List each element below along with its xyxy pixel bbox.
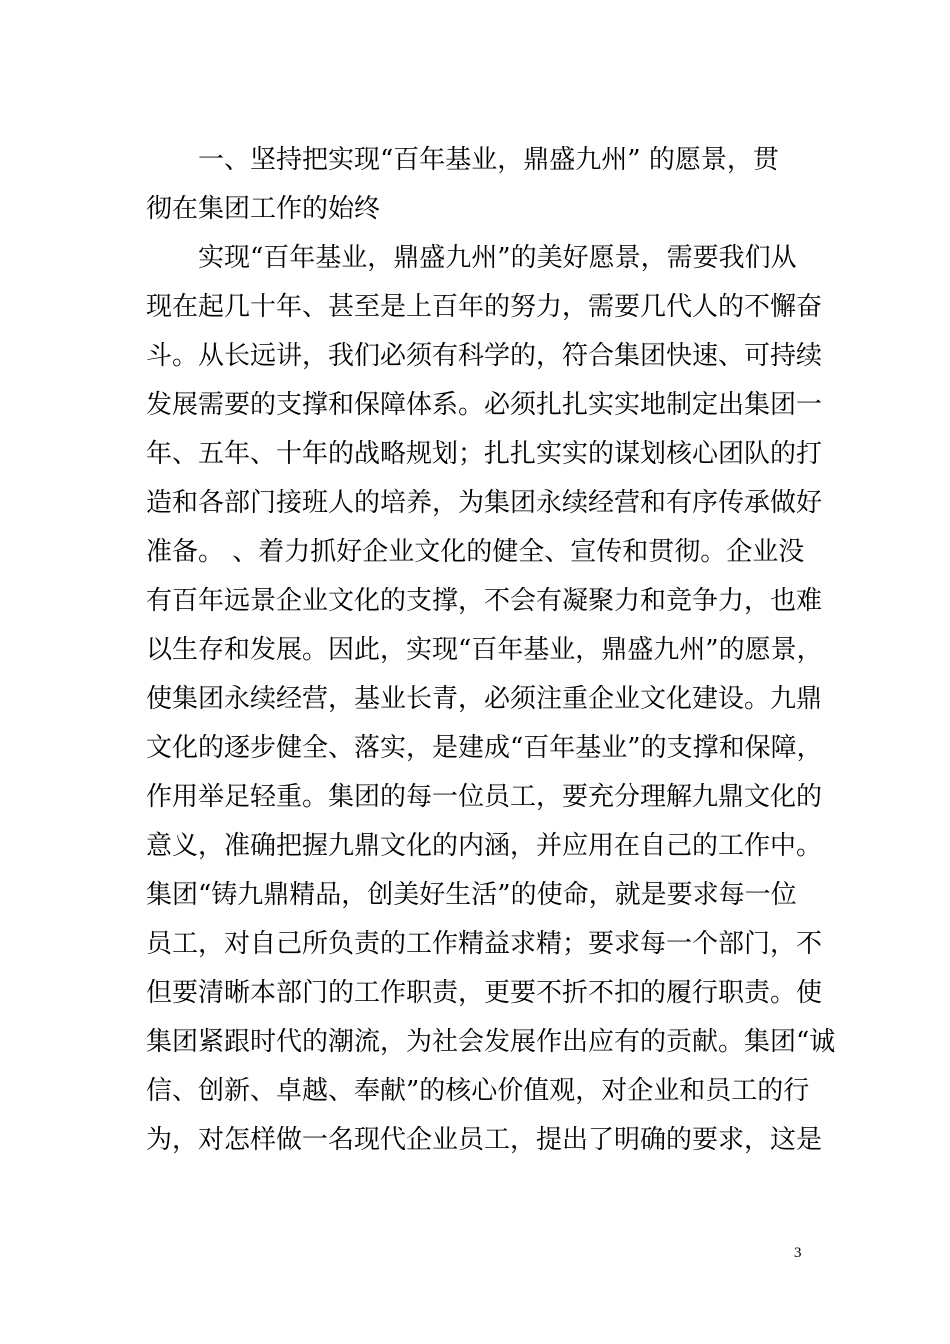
paragraph-line: 现在起几十年、甚至是上百年的努力，需要几代人的不懈奋 [146,292,823,322]
page-number: 3 [794,1245,802,1261]
paragraph-line: 文化的逐步健全、落实，是建成“百年基业”的支撑和保障， [146,733,823,763]
paragraph-line: 为，对怎样做一名现代企业员工，提出了明确的要求，这是 [146,1125,823,1155]
paragraph-line: 作用举足轻重。集团的每一位员工，要充分理解九鼎文化的 [146,782,823,812]
paragraph-line: 员工，对自己所负责的工作精益求精；要求每一个部门，不 [146,929,823,959]
paragraph-line: 意义，准确把握九鼎文化的内涵，并应用在自己的工作中。 [146,831,823,861]
paragraph-line: 信、创新、卓越、奉献”的核心价值观，对企业和员工的行 [146,1076,810,1106]
paragraph-line: 有百年远景企业文化的支撑，不会有凝聚力和竞争力，也难 [146,586,823,616]
paragraph-line: 以生存和发展。因此，实现“百年基业，鼎盛九州”的愿景， [146,635,823,665]
paragraph-line: 集团紧跟时代的潮流，为社会发展作出应有的贡献。集团“诚 [146,1027,836,1057]
paragraph-line: 但要清晰本部门的工作职责，更要不折不扣的履行职责。使 [146,978,823,1008]
heading-line-1: 一、坚持把实现“百年基业，鼎盛九州” 的愿景，贯 [146,145,779,175]
paragraph-line: 斗。从长远讲，我们必须有科学的，符合集团快速、可持续 [146,341,823,371]
paragraph-line: 造和各部门接班人的培养，为集团永续经营和有序传承做好 [146,488,823,518]
paragraph-line: 实现“百年基业，鼎盛九州”的美好愿景，需要我们从 [146,243,797,273]
paragraph-line: 年、五年、十年的战略规划；扎扎实实的谋划核心团队的打 [146,439,823,469]
body-text [146,136,836,1165]
paragraph-line: 发展需要的支撑和保障体系。必须扎扎实实地制定出集团一 [146,390,823,420]
paragraph-line: 准备。 、着力抓好企业文化的健全、宣传和贯彻。企业没 [146,537,805,567]
paragraph-line: 使集团永续经营，基业长青，必须注重企业文化建设。九鼎 [146,684,823,714]
paragraph-line: 集团“铸九鼎精品，创美好生活”的使命，就是要求每一位 [146,880,797,910]
heading-line-2: 彻在集团工作的始终 [146,194,381,224]
